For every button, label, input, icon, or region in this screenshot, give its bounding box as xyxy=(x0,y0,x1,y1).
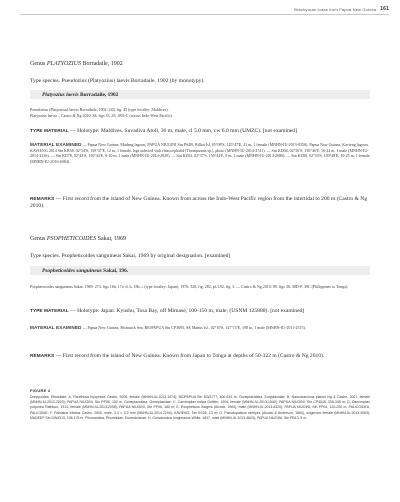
type-species-platyozius: Type species. Pseudozius (Platyozius) laevis Borradaile, 1902 (by monotypy). xyxy=(30,78,205,84)
species-header-psopheticoides-sanguineus: Psopheticoides sanguineus Sakai, 196. xyxy=(30,266,370,275)
type-species-psopheticoides: Type species. Psopheticoides sanguineus Sakai, 1969 by original designation. [examined] xyxy=(30,253,231,259)
synonymy-line-1: Pseudozius (Platyozius) laevis Borradaile, 1902: 243, fig. 45 (type locality: Maldives). xyxy=(30,107,169,112)
synonymy-platyozius xyxy=(30,107,370,118)
type-material-platyozius: TYPE MATERIAL — Holotype: Maldives. Suvadiva Atoll, 36 m, male, cl 5.0 mm, cw 6.0 mm (UMZC). [not examined] xyxy=(30,128,297,134)
figure-label: FIGURE 2 xyxy=(30,388,51,393)
genus-heading-platyozius: Genus PLATYOZIUS Borradaile, 1902 xyxy=(30,61,123,67)
synonymy-psopheticoides: Psopheticoides sanguineus Sakai, 1969: 274, figs 16b, 17a, d, h, 18b, c (type locality: Japan); 1976: 528, fig. 282, pl. 192, fig. 3. — Castro & Ng 2010: 89, figs 36, 38D-F, 39C (Philippines to Tonga). xyxy=(30,284,349,289)
synonymy-line-2: Platyozius laevis – Castro & Ng 2010: 84, figs 33–35, 38A-C (across Indo-West Pacific). xyxy=(30,112,173,118)
type-material-psopheticoides: TYPE MATERIAL — Holotype: Japan. Kyushu, Tosa Bay, off Mimase, 100-150 m, male, (USNM 125888). [not examined] xyxy=(30,308,305,314)
running-head xyxy=(294,6,389,12)
remarks-platyozius: REMARKS — First record from the island of New Guinea. Known from across the Indo-West Pacific region from the intertidal to 200 m (Castro & Ng 2010). xyxy=(30,196,368,210)
header-rule xyxy=(20,14,389,15)
remarks-psopheticoides: REMARKS — First record from the island of New Guinea. Known from Japan to Tonga at depths of 50-322 m (Castro & Ng 2010). xyxy=(30,353,325,359)
species-header-platyozius-laevis: Platyozius laevis Borradaile, 1902 xyxy=(30,90,370,99)
genus-heading-psopheticoides: Genus PSOPHETICOIDES Sakai, 1969 xyxy=(30,236,127,242)
material-examined-psopheticoides: MATERIAL EXAMINED — Papua New Guinea, Bismarck Sea, BIOPAPUA Stn CP3695, SE Manus Isl., 02°10'S, 147°15'E, 198 m, 1 male (MNHN-IU-2011-2515). xyxy=(30,325,306,330)
page-number: 161 xyxy=(380,6,389,12)
material-examined-platyozius: MATERIAL EXAMINED — Papua New Guinea, Madang lagoon, PAPUA NIUGINI Stn PS4B, Billiat Isl, 05°08'S, 145°47'E, 21 m, 1 female (MNHN-IU-2013-8356). Papua New Guinea, Kavieng lagoon, KAVIENG 2014 Stn KB58, 02°34'S, 150°37'E, 12 m, 1 female, legs infected with rhizocephalid (Thompsonia sp.), photo (MNHN-IU-2014-2741). — Stn KD04, 02°56'S, 150°46'E, 16-22 m, 1 male (MNHN-IU-2014-2136). — Stn KD78, 02°43'S, 150°44'E, 6-10 m, 1 male (MNHN-IU-2014-2829). — Stn KZ02, 02°37'S, 150°44'E, 9 m, 1 male (MNHN-IU-2014-2686). — Stn KZ08, 02°33'S, 150°48'E, 10-25 m, 1 female (MNHN-IU-2016-6084). xyxy=(30,142,370,164)
figure-caption-block xyxy=(30,388,370,421)
figure-caption: Dorippoidea, Ethusidae: A, Parethusa hylophora Castro, 2005, female (MNHN-IU-2013-1474); BIOPAPUA Stn DW3777, 400-619 m. Goneplacoidea, Euryplacidae: B, Nancocarcinus planus Ng & Castro, 2007, female (MNHN-IU-2013-2003); PAPUA NIUGINI, Stn PP08, 100 m. Goneplacoidea, Goneplacidae: C, Carcinoplax indica Doflein, 1904, female (MNHN-IU-2013-1540); PAPUA NIUGINI, Stn CP4048, 335-345 m; D, Carcinoplax purpurea Rathbun, 1914, female (MNHN-IU-2013-2098); PAPUA NIUGINI, Stn PP06, 180 m; E, Exopheticus insignis (Alcock, 1900), male (MNHN-IU-2013-6320); PAPUA NIUGINI, Stn PP04, 120-200 m. PALICOIDEA, PALICIDAE: F, Palicatus foliatus Castro, 2000, male, 3.3 × 3.3 mm (MNHN-IU-2014-2294); KAVIENG, Stn KS25, 13 m; G, Pseudopalicus serripes (Alcock & Anderson, 1894), ovigerous female (MNHN-IU-2013-4063); MADEEP Stn DW4313, 105-175 m. Pilumnoidea, Pilumnidae: Eumedoninae: H, Gonatonotus longimanus White, 1847, male (MNHN-IU-2013-4603); PAPUA NIUGINI, Stn PB13, 5 m. xyxy=(30,395,370,420)
running-title: Brachyuran crabs from Papua New Guinea xyxy=(294,6,377,12)
